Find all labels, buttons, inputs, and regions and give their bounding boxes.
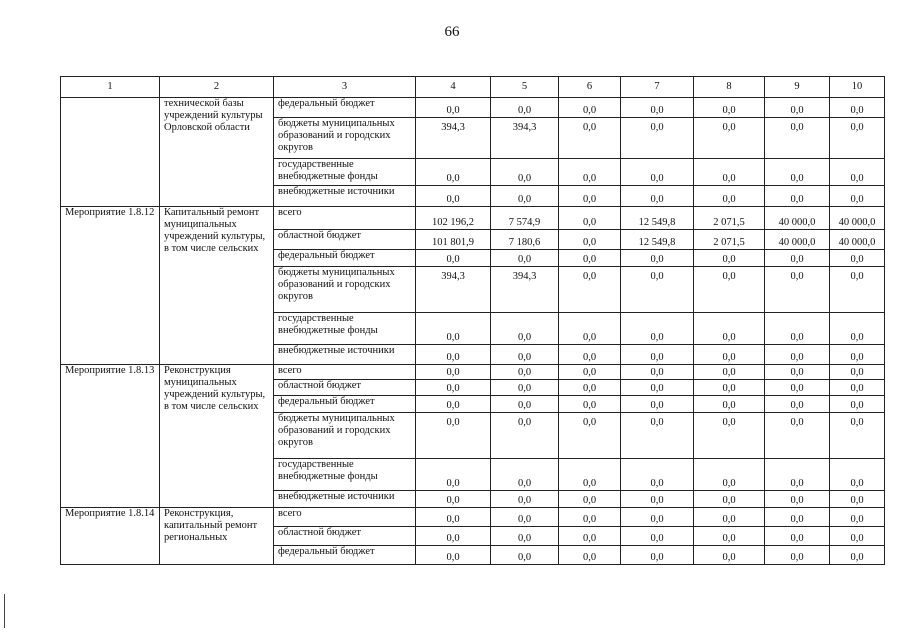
amount-cell: 394,3: [416, 118, 491, 159]
amount-cell: 0,0: [765, 413, 830, 459]
funding-source-cell: внебюджетные источники: [274, 491, 416, 508]
column-header: 5: [491, 77, 559, 98]
amount-cell: 0,0: [416, 413, 491, 459]
amount-cell: 0,0: [694, 345, 765, 365]
amount-cell: 0,0: [830, 527, 885, 546]
amount-cell: 0,0: [765, 459, 830, 491]
amount-cell: 0,0: [830, 459, 885, 491]
amount-cell: 0,0: [765, 250, 830, 267]
amount-cell: 40 000,0: [765, 207, 830, 230]
funding-source-cell: государственные внебюджетные фонды: [274, 459, 416, 491]
amount-cell: 0,0: [694, 508, 765, 527]
amount-cell: 0,0: [621, 459, 694, 491]
column-header: 1: [61, 77, 160, 98]
activity-number-cell: Мероприятие 1.8.12: [61, 207, 160, 365]
amount-cell: 0,0: [765, 267, 830, 313]
activity-name-cell: Реконструкция муниципальных учреждений культуры, в том числе сельских: [160, 365, 274, 508]
amount-cell: 0,0: [694, 491, 765, 508]
amount-cell: 0,0: [765, 159, 830, 186]
amount-cell: 0,0: [559, 546, 621, 565]
amount-cell: 0,0: [416, 313, 491, 345]
funding-source-cell: всего: [274, 508, 416, 527]
amount-cell: 0,0: [559, 459, 621, 491]
amount-cell: 0,0: [830, 345, 885, 365]
funding-source-cell: областной бюджет: [274, 230, 416, 250]
amount-cell: 0,0: [765, 396, 830, 413]
amount-cell: 40 000,0: [765, 230, 830, 250]
amount-cell: 0,0: [416, 250, 491, 267]
amount-cell: 0,0: [765, 186, 830, 207]
amount-cell: 0,0: [416, 380, 491, 396]
column-header: 8: [694, 77, 765, 98]
amount-cell: 0,0: [830, 98, 885, 118]
amount-cell: 0,0: [621, 413, 694, 459]
amount-cell: 0,0: [559, 98, 621, 118]
amount-cell: 0,0: [621, 491, 694, 508]
amount-cell: 2 071,5: [694, 230, 765, 250]
amount-cell: 0,0: [830, 186, 885, 207]
amount-cell: 12 549,8: [621, 230, 694, 250]
amount-cell: 0,0: [491, 186, 559, 207]
amount-cell: 0,0: [694, 365, 765, 380]
funding-source-cell: федеральный бюджет: [274, 250, 416, 267]
amount-cell: 0,0: [416, 459, 491, 491]
amount-cell: 0,0: [491, 250, 559, 267]
amount-cell: 0,0: [621, 250, 694, 267]
activity-name-cell: технической базы учреждений культуры Орловской области: [160, 98, 274, 207]
amount-cell: 0,0: [621, 98, 694, 118]
amount-cell: 0,0: [559, 207, 621, 230]
amount-cell: 0,0: [694, 380, 765, 396]
amount-cell: 0,0: [621, 118, 694, 159]
activity-name-cell: Реконструкция, капитальный ремонт региональных: [160, 508, 274, 565]
funding-source-cell: государственные внебюджетные фонды: [274, 159, 416, 186]
column-header: 7: [621, 77, 694, 98]
funding-source-cell: всего: [274, 207, 416, 230]
amount-cell: 0,0: [621, 546, 694, 565]
amount-cell: 0,0: [491, 459, 559, 491]
amount-cell: 0,0: [416, 186, 491, 207]
amount-cell: 0,0: [559, 230, 621, 250]
funding-source-cell: бюджеты муниципальных образований и городских округов: [274, 267, 416, 313]
amount-cell: 12 549,8: [621, 207, 694, 230]
amount-cell: 0,0: [559, 313, 621, 345]
amount-cell: 0,0: [694, 396, 765, 413]
amount-cell: 2 071,5: [694, 207, 765, 230]
amount-cell: 0,0: [765, 365, 830, 380]
activity-number-cell: [61, 98, 160, 207]
funding-source-cell: всего: [274, 365, 416, 380]
table-row: [61, 98, 885, 118]
amount-cell: 0,0: [491, 546, 559, 565]
amount-cell: 0,0: [765, 118, 830, 159]
funding-source-cell: государственные внебюджетные фонды: [274, 313, 416, 345]
amount-cell: 40 000,0: [830, 207, 885, 230]
activity-number-cell: Мероприятие 1.8.13: [61, 365, 160, 508]
amount-cell: 0,0: [559, 413, 621, 459]
amount-cell: 0,0: [621, 345, 694, 365]
amount-cell: 0,0: [559, 508, 621, 527]
amount-cell: 0,0: [559, 491, 621, 508]
amount-cell: 394,3: [491, 267, 559, 313]
amount-cell: 0,0: [765, 380, 830, 396]
amount-cell: 0,0: [694, 413, 765, 459]
column-header: 9: [765, 77, 830, 98]
amount-cell: 0,0: [830, 250, 885, 267]
amount-cell: 0,0: [765, 508, 830, 527]
amount-cell: 0,0: [830, 267, 885, 313]
amount-cell: 101 801,9: [416, 230, 491, 250]
funding-source-cell: федеральный бюджет: [274, 98, 416, 118]
amount-cell: 40 000,0: [830, 230, 885, 250]
amount-cell: 0,0: [694, 459, 765, 491]
amount-cell: 0,0: [694, 186, 765, 207]
amount-cell: 0,0: [491, 345, 559, 365]
amount-cell: 0,0: [694, 267, 765, 313]
amount-cell: 0,0: [765, 491, 830, 508]
amount-cell: 0,0: [621, 267, 694, 313]
activity-name-cell: Капитальный ремонт муниципальных учреждений культуры, в том числе сельских: [160, 207, 274, 365]
amount-cell: 0,0: [491, 396, 559, 413]
column-header: 4: [416, 77, 491, 98]
amount-cell: 0,0: [694, 118, 765, 159]
amount-cell: 0,0: [621, 159, 694, 186]
table-row: [61, 207, 885, 230]
amount-cell: 0,0: [694, 546, 765, 565]
amount-cell: 0,0: [830, 118, 885, 159]
column-header: 3: [274, 77, 416, 98]
amount-cell: 0,0: [559, 186, 621, 207]
amount-cell: 0,0: [765, 313, 830, 345]
page-number: 66: [444, 24, 460, 40]
amount-cell: 0,0: [559, 159, 621, 186]
funding-source-cell: федеральный бюджет: [274, 546, 416, 565]
amount-cell: 0,0: [416, 546, 491, 565]
funding-source-cell: областной бюджет: [274, 527, 416, 546]
table-body: [61, 98, 885, 565]
amount-cell: 0,0: [559, 365, 621, 380]
amount-cell: 0,0: [621, 186, 694, 207]
amount-cell: 0,0: [491, 380, 559, 396]
header-row: [61, 77, 885, 98]
funding-source-cell: областной бюджет: [274, 380, 416, 396]
amount-cell: 0,0: [621, 527, 694, 546]
amount-cell: 0,0: [830, 365, 885, 380]
column-header: 2: [160, 77, 274, 98]
amount-cell: 0,0: [491, 508, 559, 527]
amount-cell: 0,0: [765, 546, 830, 565]
amount-cell: 0,0: [765, 527, 830, 546]
amount-cell: 7 180,6: [491, 230, 559, 250]
amount-cell: 0,0: [416, 365, 491, 380]
amount-cell: 7 574,9: [491, 207, 559, 230]
column-header: 10: [830, 77, 885, 98]
amount-cell: 0,0: [491, 365, 559, 380]
amount-cell: 0,0: [416, 508, 491, 527]
amount-cell: 0,0: [416, 491, 491, 508]
funding-source-cell: внебюджетные источники: [274, 345, 416, 365]
amount-cell: 0,0: [559, 250, 621, 267]
amount-cell: 0,0: [694, 527, 765, 546]
funding-source-cell: федеральный бюджет: [274, 396, 416, 413]
amount-cell: 0,0: [416, 345, 491, 365]
amount-cell: 0,0: [694, 159, 765, 186]
amount-cell: 0,0: [830, 413, 885, 459]
amount-cell: 0,0: [621, 380, 694, 396]
amount-cell: 0,0: [416, 98, 491, 118]
amount-cell: 0,0: [491, 98, 559, 118]
amount-cell: 0,0: [694, 98, 765, 118]
amount-cell: 0,0: [491, 313, 559, 345]
amount-cell: 0,0: [416, 159, 491, 186]
amount-cell: 0,0: [491, 491, 559, 508]
amount-cell: 0,0: [830, 508, 885, 527]
amount-cell: 0,0: [559, 527, 621, 546]
amount-cell: 102 196,2: [416, 207, 491, 230]
amount-cell: 394,3: [416, 267, 491, 313]
funding-source-cell: бюджеты муниципальных образований и городских округов: [274, 118, 416, 159]
amount-cell: 0,0: [491, 527, 559, 546]
scan-margin-mark: [4, 594, 5, 628]
amount-cell: 0,0: [830, 380, 885, 396]
amount-cell: 0,0: [621, 313, 694, 345]
amount-cell: 0,0: [830, 546, 885, 565]
funding-source-cell: бюджеты муниципальных образований и городских округов: [274, 413, 416, 459]
amount-cell: 0,0: [559, 380, 621, 396]
amount-cell: 0,0: [765, 345, 830, 365]
amount-cell: 0,0: [830, 396, 885, 413]
column-header: 6: [559, 77, 621, 98]
amount-cell: 0,0: [559, 396, 621, 413]
table-row: [61, 365, 885, 380]
amount-cell: 0,0: [559, 267, 621, 313]
activity-number-cell: Мероприятие 1.8.14: [61, 508, 160, 565]
amount-cell: 0,0: [830, 159, 885, 186]
amount-cell: 0,0: [559, 345, 621, 365]
amount-cell: 394,3: [491, 118, 559, 159]
amount-cell: 0,0: [416, 527, 491, 546]
table-row: [61, 508, 885, 527]
amount-cell: 0,0: [765, 98, 830, 118]
amount-cell: 0,0: [694, 250, 765, 267]
amount-cell: 0,0: [694, 313, 765, 345]
amount-cell: 0,0: [491, 413, 559, 459]
funding-source-cell: внебюджетные источники: [274, 186, 416, 207]
funding-table: [60, 76, 885, 565]
amount-cell: 0,0: [830, 491, 885, 508]
amount-cell: 0,0: [559, 118, 621, 159]
amount-cell: 0,0: [621, 508, 694, 527]
amount-cell: 0,0: [830, 313, 885, 345]
amount-cell: 0,0: [621, 365, 694, 380]
amount-cell: 0,0: [621, 396, 694, 413]
amount-cell: 0,0: [491, 159, 559, 186]
amount-cell: 0,0: [416, 396, 491, 413]
